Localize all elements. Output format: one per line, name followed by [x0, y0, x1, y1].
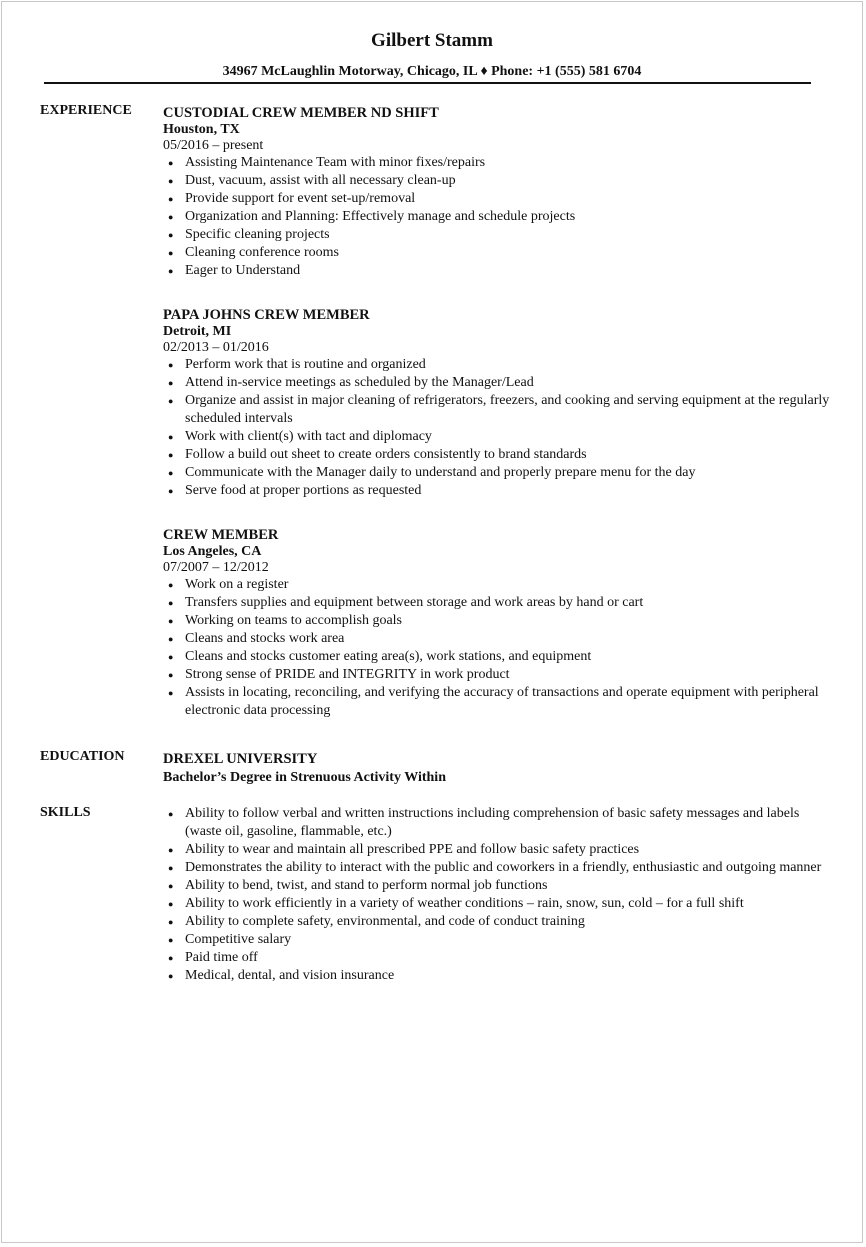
- list-item: ● Attend in-service meetings as scheduled by the Manager/Lead: [168, 375, 534, 390]
- list-item: ● Ability to work efficiently in a variety of weather conditions – rain, snow, sun, cold – for a full shift: [168, 896, 744, 911]
- section-label-education: EDUCATION: [40, 749, 125, 764]
- bullet-icon: ●: [168, 670, 174, 680]
- list-item: ● Demonstrates the ability to interact with the public and coworkers in a friendly, enthusiastic and outgoing manner: [168, 860, 822, 875]
- bullet-icon: ●: [168, 971, 174, 981]
- bullet-icon: ●: [168, 486, 174, 496]
- list-item: ● Working on teams to accomplish goals: [168, 613, 402, 628]
- skills-list: [163, 805, 833, 985]
- list-item: ● Competitive salary: [168, 932, 292, 947]
- list-item: ● Follow a build out sheet to create orders consistently to brand standards: [168, 447, 587, 462]
- resume-page: [1, 1, 863, 1243]
- list-item: ● Organize and assist in major cleaning of refrigerators, freezers, and cooking and serving equipment at the regularly scheduled intervals: [168, 393, 830, 426]
- bullet-icon: ●: [168, 580, 174, 590]
- bullet-icon: ●: [168, 899, 174, 909]
- list-item: ● Ability to wear and maintain all prescribed PPE and follow basic safety practices: [168, 842, 640, 857]
- job-title: CUSTODIAL CREW MEMBER ND SHIFT: [163, 105, 439, 121]
- list-item: ● Assists in locating, reconciling, and verifying the accuracy of transactions and operate equipment with peripheral electronic data processing: [168, 685, 819, 718]
- bullet-icon: ●: [168, 634, 174, 644]
- bullet-icon: ●: [168, 450, 174, 460]
- list-item: ● Cleans and stocks work area: [168, 631, 345, 646]
- job-entry: [163, 526, 833, 720]
- bullet-icon: ●: [168, 176, 174, 186]
- list-item: ● Serve food at proper portions as requested: [168, 483, 422, 498]
- bullet-icon: ●: [168, 194, 174, 204]
- job-location: Detroit, MI: [163, 324, 232, 339]
- section-label-experience: EXPERIENCE: [40, 103, 132, 118]
- bullet-icon: ●: [168, 652, 174, 662]
- job-dates: 02/2013 – 01/2016: [163, 340, 269, 355]
- bullet-icon: ●: [168, 598, 174, 608]
- job-location: Los Angeles, CA: [163, 544, 262, 559]
- job-title: CREW MEMBER: [163, 527, 279, 543]
- list-item: ● Perform work that is routine and organized: [168, 357, 426, 372]
- degree: Bachelor’s Degree in Strenuous Activity Within: [163, 770, 446, 785]
- bullet-icon: ●: [168, 688, 174, 698]
- bullet-icon: ●: [168, 212, 174, 222]
- list-item: ● Cleans and stocks customer eating area(s), work stations, and equipment: [168, 649, 592, 664]
- bullet-icon: ●: [168, 917, 174, 927]
- job-dates: 07/2007 – 12/2012: [163, 560, 269, 575]
- bullet-icon: ●: [168, 468, 174, 478]
- bullet-icon: ●: [168, 158, 174, 168]
- list-item: ● Dust, vacuum, assist with all necessary clean-up: [168, 173, 456, 188]
- job-entry: [163, 104, 833, 280]
- list-item: ● Organization and Planning: Effectively manage and schedule projects: [168, 209, 576, 224]
- bullet-icon: ●: [168, 863, 174, 873]
- bullet-icon: ●: [168, 432, 174, 442]
- bullet-icon: ●: [168, 953, 174, 963]
- bullet-icon: ●: [168, 935, 174, 945]
- school-name: DREXEL UNIVERSITY: [163, 751, 318, 767]
- education-entry: [163, 750, 833, 788]
- job-bullets: [163, 576, 833, 720]
- job-dates: 05/2016 – present: [163, 138, 264, 153]
- bullet-icon: ●: [168, 378, 174, 388]
- contact-line: 34967 McLaughlin Motorway, Chicago, IL ♦ Phone: +1 (555) 581 6704: [222, 64, 642, 79]
- list-item: ● Provide support for event set-up/removal: [168, 191, 416, 206]
- list-item: ● Communicate with the Manager daily to understand and properly prepare menu for the day: [168, 465, 696, 480]
- skills-list-block: [163, 805, 833, 985]
- bullet-icon: ●: [168, 396, 174, 406]
- bullet-icon: ●: [168, 248, 174, 258]
- list-item: ● Cleaning conference rooms: [168, 245, 339, 260]
- job-title: PAPA JOHNS CREW MEMBER: [163, 307, 370, 323]
- candidate-name: Gilbert Stamm: [371, 30, 493, 51]
- job-location: Houston, TX: [163, 122, 240, 137]
- list-item: ● Ability to complete safety, environmental, and code of conduct training: [168, 914, 585, 929]
- list-item: ● Assisting Maintenance Team with minor fixes/repairs: [168, 155, 486, 170]
- section-label-skills: SKILLS: [40, 805, 91, 820]
- header-divider: [44, 82, 811, 84]
- list-item: ● Eager to Understand: [168, 263, 301, 278]
- bullet-icon: ●: [168, 230, 174, 240]
- list-item: ● Specific cleaning projects: [168, 227, 330, 242]
- job-bullets: [163, 154, 833, 280]
- list-item: ● Ability to follow verbal and written instructions including comprehension of basic safety messages and labels (waste oil, gasoline, flammable, etc.): [168, 806, 800, 839]
- bullet-icon: ●: [168, 360, 174, 370]
- bullet-icon: ●: [168, 845, 174, 855]
- list-item: ● Ability to bend, twist, and stand to perform normal job functions: [168, 878, 548, 893]
- bullet-icon: ●: [168, 616, 174, 626]
- bullet-icon: ●: [168, 266, 174, 276]
- job-bullets: [163, 356, 833, 500]
- list-item: ● Strong sense of PRIDE and INTEGRITY in work product: [168, 667, 510, 682]
- list-item: ● Work with client(s) with tact and diplomacy: [168, 429, 432, 444]
- list-item: ● Transfers supplies and equipment between storage and work areas by hand or cart: [168, 595, 644, 610]
- bullet-icon: ●: [168, 881, 174, 891]
- job-entry: [163, 306, 833, 500]
- list-item: ● Medical, dental, and vision insurance: [168, 968, 395, 983]
- bullet-icon: ●: [168, 809, 174, 819]
- list-item: ● Paid time off: [168, 950, 258, 965]
- list-item: ● Work on a register: [168, 577, 289, 592]
